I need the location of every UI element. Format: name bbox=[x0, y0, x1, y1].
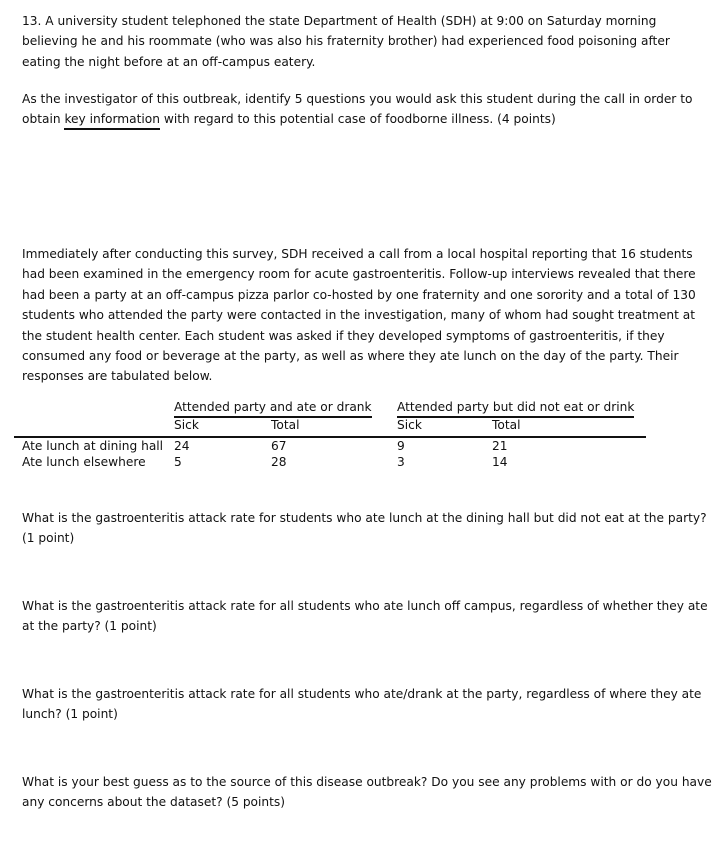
followup-line: any concerns about the dataset? (5 points) bbox=[22, 795, 286, 810]
followup-line: What is the gastroenteritis attack rate for all students who ate lunch off campus, regardless of whether they ate bbox=[22, 599, 708, 613]
followup-line: at the party? (1 point) bbox=[22, 619, 157, 634]
scenario-line: had been examined in the emergency room for acute gastroenteritis. Follow-up interviews revealed that there bbox=[22, 267, 696, 282]
group-header-ate-drank: Attended party and ate or drank bbox=[174, 398, 372, 418]
task-text: with regard to this potential case of foodborne illness. (4 points) bbox=[160, 112, 556, 127]
row-label: Ate lunch elsewhere bbox=[22, 455, 146, 469]
intro-line: believing he and his roommate (who was also his fraternity brother) had experienced food poisoning after bbox=[22, 34, 670, 49]
intro-line: 13. A university student telephoned the state Department of Health (SDH) at 9:00 on Saturday morning bbox=[22, 14, 657, 28]
followup-line: What is the gastroenteritis attack rate for students who ate lunch at the dining hall but did not eat at the party? bbox=[22, 511, 707, 525]
cell-value: 5 bbox=[174, 455, 182, 469]
scenario-line: responses are tabulated below. bbox=[22, 369, 213, 384]
row-label: Ate lunch at dining hall bbox=[22, 439, 164, 453]
subheader-sick: Sick bbox=[174, 418, 199, 432]
subheader-total: Total bbox=[271, 418, 300, 432]
question-13-task bbox=[22, 89, 702, 130]
group-header-did-not-eat: Attended party but did not eat or drink bbox=[397, 398, 634, 418]
scenario-paragraph bbox=[22, 244, 702, 387]
scenario-line: had been a party at an off-campus pizza parlor co-hosted by one fraternity and one sorority and a total of 130 bbox=[22, 287, 696, 302]
question-13-intro bbox=[22, 11, 702, 72]
subheader-sick: Sick bbox=[397, 418, 422, 432]
scenario-line: students who attended the party were contacted in the investigation, many of whom had sought treatment at bbox=[22, 308, 696, 323]
followup-line: What is the gastroenteritis attack rate for all students who ate/drank at the party, regardless of where they ate bbox=[22, 687, 702, 701]
followup-question bbox=[22, 508, 707, 549]
cell-value: 24 bbox=[174, 439, 190, 453]
cell-value: 28 bbox=[271, 455, 287, 469]
key-information-underlined: key information bbox=[64, 111, 160, 130]
task-line: As the investigator of this outbreak, identify 5 questions you would ask this student during the call in order to bbox=[22, 92, 693, 106]
cell-value: 21 bbox=[492, 439, 508, 453]
cell-value: 67 bbox=[271, 439, 287, 453]
scenario-line: the student health center. Each student was asked if they developed symptoms of gastroenteritis, if they bbox=[22, 328, 665, 343]
cell-value: 3 bbox=[397, 455, 405, 469]
task-line bbox=[22, 109, 702, 130]
scenario-line: Immediately after conducting this survey, SDH received a call from a local hospital reporting that 16 students bbox=[22, 247, 693, 261]
followup-line: What is your best guess as to the source of this disease outbreak? Do you see any problems with or do you have bbox=[22, 775, 712, 789]
followup-line: lunch? (1 point) bbox=[22, 707, 118, 722]
followup-question bbox=[22, 684, 702, 725]
task-text: obtain bbox=[22, 112, 65, 127]
subheader-total: Total bbox=[492, 418, 521, 432]
scenario-line: consumed any food or beverage at the party, as well as where they ate lunch on the day of the party. Their bbox=[22, 349, 679, 364]
cell-value: 14 bbox=[492, 455, 508, 469]
followup-line: (1 point) bbox=[22, 531, 75, 546]
intro-line: eating the night before at an off-campus eatery. bbox=[22, 54, 316, 69]
cell-value: 9 bbox=[397, 439, 405, 453]
followup-question bbox=[22, 772, 712, 813]
followup-question bbox=[22, 596, 708, 637]
